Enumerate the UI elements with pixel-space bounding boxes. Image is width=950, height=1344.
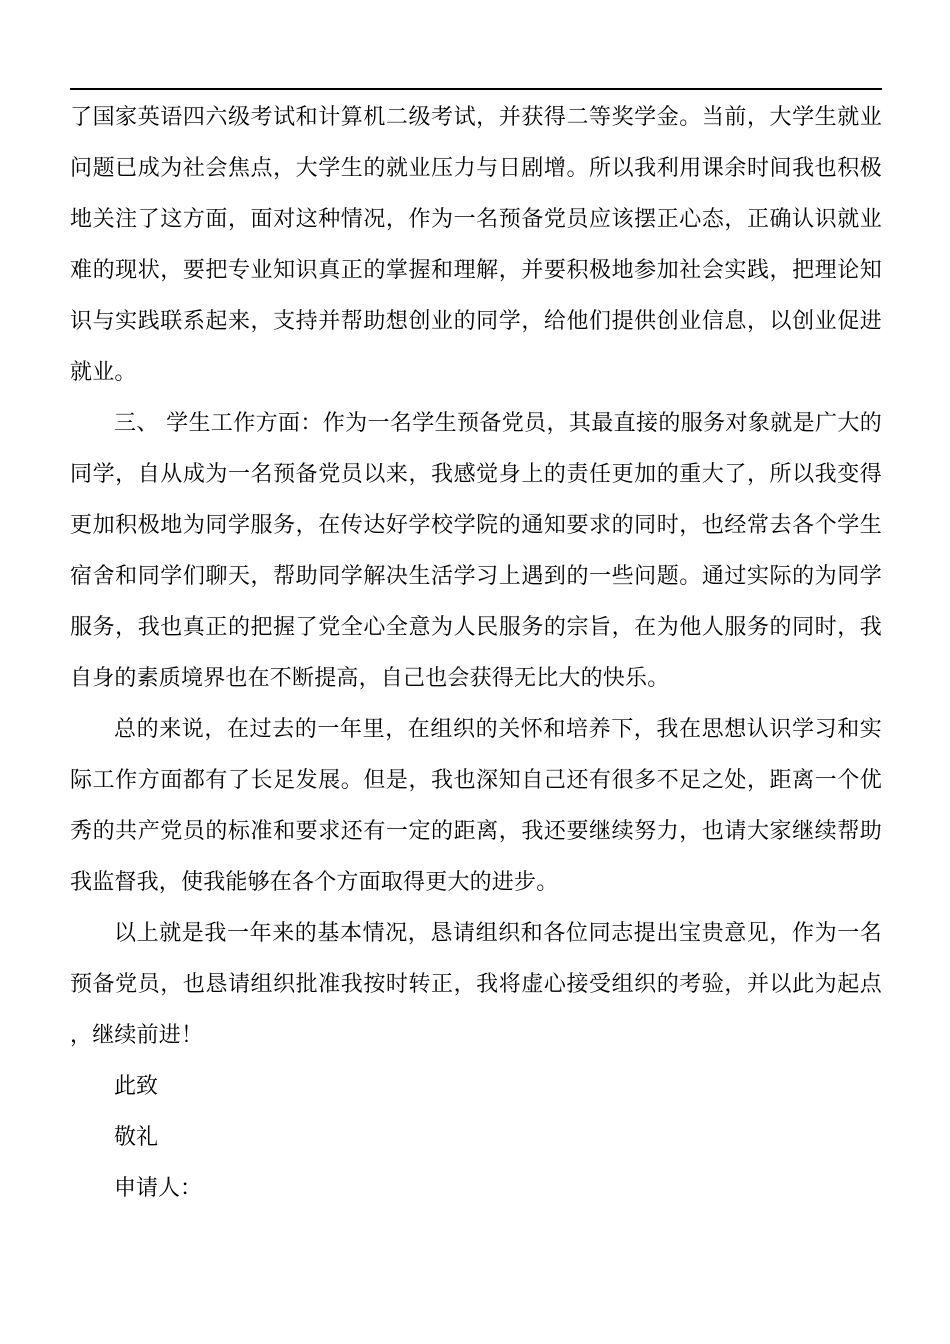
document-body: [70, 92, 882, 1214]
applicant-signature-line: 申请人：: [114, 1176, 203, 1201]
paragraph-employment: 了国家英语四六级考试和计算机二级考试，并获得二等奖学金。当前，大学生就业问题已成为社会焦点，大学生的就业压力与日剧增。所以我利用课余时间我也积极地关注了这方面，面对这种情况，作为一名预备党员应该摆正心态，正确认识就业难的现状，要把专业知识真正的掌握和理解，并要积极地参加社会实践，把理论知识与实践联系起来，支持并帮助想创业的同学，给他们提供创业信息，以创业促进就业。: [70, 105, 882, 385]
paragraph-summary: 总的来说，在过去的一年里，在组织的关怀和培养下，我在思想认识学习和实际工作方面都有了长足发展。但是，我也深知自己还有很多不足之处，距离一个优秀的共产党员的标准和要求还有一定的距离，我还要继续努力，也请大家继续帮助我监督我，使我能够在各个方面取得更大的进步。: [70, 717, 882, 895]
closing-salutation: 此致: [114, 1074, 159, 1099]
paragraph-student-work: 三、 学生工作方面：作为一名学生预备党员，其最直接的服务对象就是广大的同学，自从成为一名预备党员以来，我感觉身上的责任更加的重大了，所以我变得更加积极地为同学服务，在传达好学校学院的通知要求的同时，也经常去各个学生宿舍和同学们聊天，帮助同学解决生活学习上遇到的一些问题。通过实际的为同学服务，我也真正的把握了党全心全意为人民服务的宗旨，在为他人服务的同时，我自身的素质境界也在不断提高，自己也会获得无比大的快乐。: [70, 411, 882, 691]
paragraph-request: 以上就是我一年来的基本情况，恳请组织和各位同志提出宝贵意见，作为一名预备党员，也恳请组织批准我按时转正，我将虚心接受组织的考验，并以此为起点，继续前进！: [70, 921, 882, 1048]
header-rule: [70, 88, 882, 90]
closing-regards: 敬礼: [114, 1125, 159, 1150]
